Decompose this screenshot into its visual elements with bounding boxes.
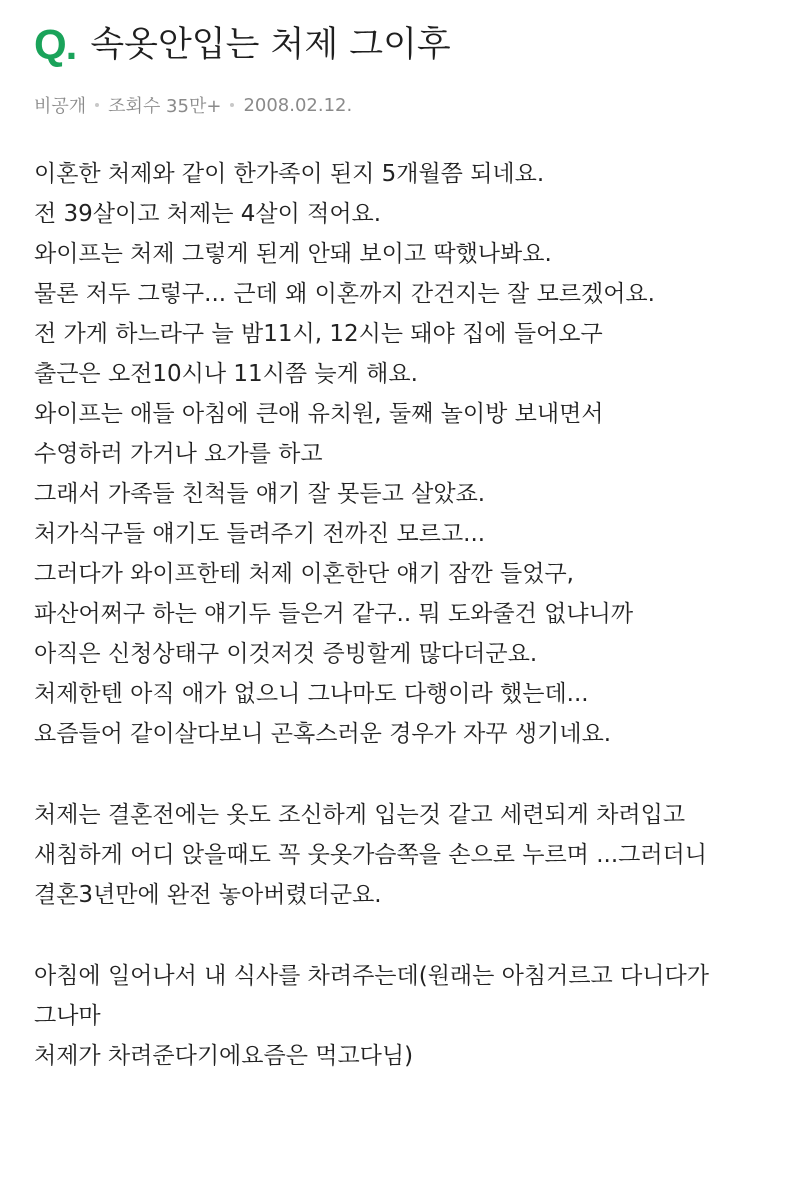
post-meta xyxy=(34,92,352,118)
question-letter: Q xyxy=(34,21,66,68)
paragraph-gap xyxy=(34,754,774,795)
body-line: 출근은 오전10시나 11시쯤 늦게 해요. xyxy=(34,361,418,387)
body-line: 전 39살이고 처제는 4살이 적어요. xyxy=(34,201,382,227)
meta-separator xyxy=(95,103,99,107)
body-line: 이혼한 처제와 같이 한가족이 된지 5개월쯤 되네요. xyxy=(34,161,545,187)
body-line: 아침에 일어나서 내 식사를 차려주는데(원래는 아침거르고 다니다가 xyxy=(34,963,709,989)
body-line: 전 가게 하느라구 늘 밤11시, 12시는 돼야 집에 들어오구 xyxy=(34,321,603,347)
body-line: 아직은 신청상태구 이것저것 증빙할게 많다더군요. xyxy=(34,641,538,667)
body-line: 파산어쩌구 하는 얘기두 들은거 같구.. 뭐 도와줄건 없냐니까 xyxy=(34,601,634,627)
meta-separator xyxy=(230,103,234,107)
post-header xyxy=(34,21,780,68)
body-line: 그러다가 와이프한테 처제 이혼한단 얘기 잠깐 들었구, xyxy=(34,561,574,587)
body-line: 결혼3년만에 완전 놓아버렸더군요. xyxy=(34,882,382,908)
post-title: 속옷안입는 처제 그이후 xyxy=(90,24,451,65)
body-line: 요즘들어 같이살다보니 곤혹스러운 경우가 자꾸 생기네요. xyxy=(34,721,612,747)
question-dot: . xyxy=(65,21,77,68)
body-line: 그나마 xyxy=(34,1003,101,1029)
body-line: 수영하러 가거나 요가를 하고 xyxy=(34,441,323,467)
body-line: 와이프는 처제 그렇게 된게 안돼 보이고 딱했나봐요. xyxy=(34,241,552,267)
question-icon xyxy=(34,21,77,68)
body-line: 처제가 차려준다기에요즘은 먹고다님) xyxy=(34,1043,414,1069)
body-line: 새침하게 어디 앉을때도 꼭 웃옷가슴쪽을 손으로 누르며 ...그러더니 xyxy=(34,842,707,868)
body-line: 와이프는 애들 아침에 큰애 유치원, 둘째 놀이방 보내면서 xyxy=(34,401,604,427)
body-line: 처제한텐 아직 애가 없으니 그나마도 다행이라 했는데... xyxy=(34,681,589,707)
post-body xyxy=(34,154,774,1076)
body-line: 처가식구들 얘기도 들려주기 전까진 모르고... xyxy=(34,521,486,547)
visibility-label: 비공개 xyxy=(34,96,87,117)
body-line: 처제는 결혼전에는 옷도 조신하게 입는것 같고 세련되게 차려입고 xyxy=(34,802,686,828)
paragraph-gap xyxy=(34,915,774,956)
body-line: 물론 저두 그렇구... 근데 왜 이혼까지 간건지는 잘 모르겠어요. xyxy=(34,281,655,307)
view-count: 조회수 35만+ xyxy=(108,96,222,117)
post-date: 2008.02.12. xyxy=(243,94,353,116)
body-line: 그래서 가족들 친척들 얘기 잘 못듣고 살았죠. xyxy=(34,481,486,507)
